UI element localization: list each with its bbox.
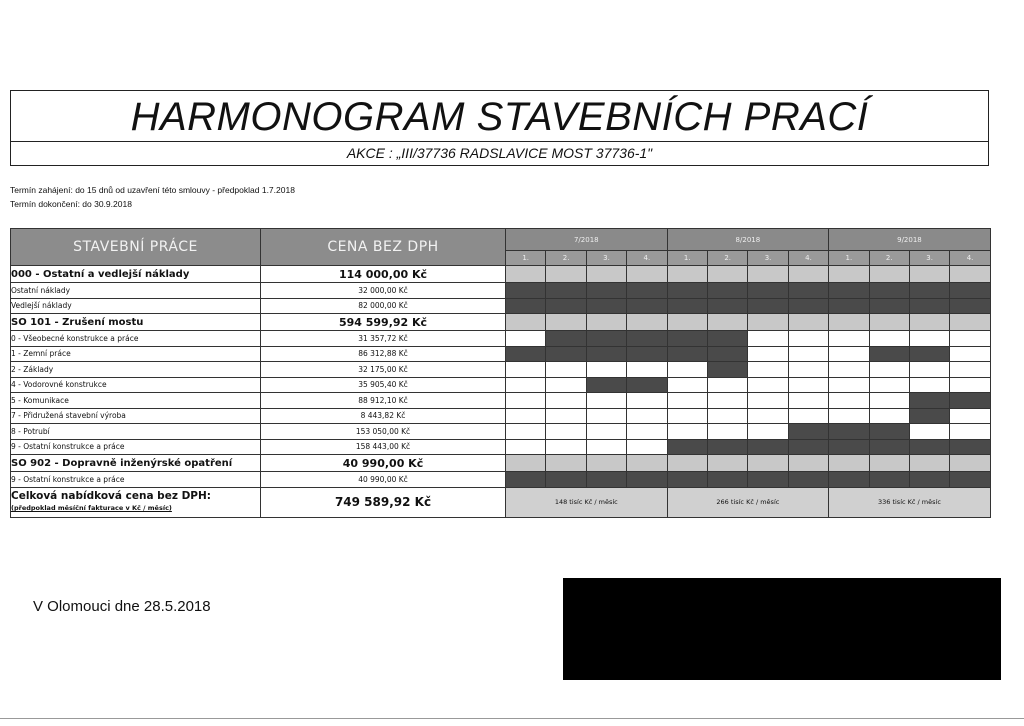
schedule-cell <box>788 346 828 362</box>
schedule-cell <box>869 393 909 409</box>
total-price: 749 589,92 Kč <box>261 487 506 517</box>
schedule-bar-cell <box>667 439 707 455</box>
term-end: Termín dokončení: do 30.9.2018 <box>10 199 132 209</box>
row-name: 5 - Komunikace <box>11 393 261 409</box>
week-header: 4. <box>627 251 667 266</box>
schedule-cell <box>829 346 869 362</box>
schedule-cell <box>707 393 747 409</box>
schedule-cell <box>506 362 546 378</box>
schedule-bar-cell <box>506 472 546 488</box>
schedule-bar-cell <box>506 346 546 362</box>
schedule-cell <box>748 331 788 347</box>
schedule-bar-cell <box>829 283 869 299</box>
row-name: 2 - Základy <box>11 362 261 378</box>
schedule-cell <box>707 377 747 393</box>
schedule-cell <box>707 455 747 472</box>
schedule-bar-cell <box>788 472 828 488</box>
schedule-bar-cell <box>586 346 626 362</box>
week-header: 4. <box>950 251 990 266</box>
schedule-bar-cell <box>950 283 990 299</box>
schedule-cell <box>627 439 667 455</box>
week-header: 3. <box>909 251 949 266</box>
schedule-cell <box>586 424 626 440</box>
schedule-cell <box>506 314 546 331</box>
row-name: SO 101 - Zrušení mostu <box>11 314 261 331</box>
schedule-bar-cell <box>627 283 667 299</box>
schedule-cell <box>707 424 747 440</box>
schedule-body <box>11 266 991 488</box>
schedule-table-wrap <box>10 228 990 536</box>
schedule-cell <box>707 408 747 424</box>
schedule-bar-cell <box>788 283 828 299</box>
schedule-bar-cell <box>586 472 626 488</box>
schedule-cell <box>950 331 990 347</box>
schedule-cell <box>707 266 747 283</box>
schedule-bar-cell <box>950 298 990 314</box>
schedule-bar-cell <box>546 472 586 488</box>
total-label: Celková nabídková cena bez DPH: <box>11 490 211 502</box>
task-row <box>11 439 991 455</box>
schedule-cell <box>506 266 546 283</box>
term-start: Termín zahájení: do 15 dnů od uzavření této smlouvy - předpoklad 1.7.2018 <box>10 185 295 195</box>
total-row <box>11 487 991 517</box>
schedule-cell <box>627 408 667 424</box>
schedule-bar-cell <box>667 472 707 488</box>
schedule-bar-cell <box>748 283 788 299</box>
week-header: 2. <box>546 251 586 266</box>
row-price: 158 443,00 Kč <box>261 439 506 455</box>
schedule-cell <box>748 424 788 440</box>
schedule-cell <box>829 377 869 393</box>
schedule-bar-cell <box>627 331 667 347</box>
schedule-cell <box>546 439 586 455</box>
schedule-cell <box>869 408 909 424</box>
task-row <box>11 331 991 347</box>
schedule-cell <box>546 455 586 472</box>
schedule-cell <box>627 424 667 440</box>
schedule-bar-cell <box>788 298 828 314</box>
schedule-cell <box>667 266 707 283</box>
schedule-bar-cell <box>627 377 667 393</box>
schedule-bar-cell <box>869 346 909 362</box>
schedule-cell <box>627 266 667 283</box>
schedule-cell <box>546 377 586 393</box>
schedule-bar-cell <box>869 439 909 455</box>
row-name: 9 - Ostatní konstrukce a práce <box>11 439 261 455</box>
schedule-bar-cell <box>586 377 626 393</box>
schedule-cell <box>586 408 626 424</box>
month-header: 8/2018 <box>667 229 829 251</box>
schedule-cell <box>788 408 828 424</box>
schedule-bar-cell <box>546 346 586 362</box>
schedule-bar-cell <box>667 283 707 299</box>
schedule-cell <box>748 377 788 393</box>
schedule-cell <box>829 408 869 424</box>
schedule-bar-cell <box>829 472 869 488</box>
schedule-cell <box>506 455 546 472</box>
schedule-bar-cell <box>909 408 949 424</box>
schedule-cell <box>950 314 990 331</box>
schedule-cell <box>829 455 869 472</box>
row-price: 32 000,00 Kč <box>261 283 506 299</box>
schedule-cell <box>667 314 707 331</box>
row-name: SO 902 - Dopravně inženýrské opatření <box>11 455 261 472</box>
schedule-cell <box>748 362 788 378</box>
schedule-bar-cell <box>829 424 869 440</box>
schedule-cell <box>748 408 788 424</box>
row-name: 9 - Ostatní konstrukce a práce <box>11 472 261 488</box>
task-row <box>11 472 991 488</box>
schedule-cell <box>909 377 949 393</box>
schedule-cell <box>909 314 949 331</box>
header-row-months <box>11 229 991 251</box>
schedule-cell <box>586 439 626 455</box>
title-box <box>10 90 989 166</box>
schedule-bar-cell <box>869 298 909 314</box>
schedule-cell <box>506 331 546 347</box>
week-header: 3. <box>586 251 626 266</box>
month-header: 7/2018 <box>506 229 668 251</box>
schedule-cell <box>667 424 707 440</box>
schedule-bar-cell <box>707 362 747 378</box>
row-price: 114 000,00 Kč <box>261 266 506 283</box>
schedule-cell <box>788 362 828 378</box>
schedule-bar-cell <box>546 298 586 314</box>
schedule-bar-cell <box>950 439 990 455</box>
schedule-cell <box>667 377 707 393</box>
schedule-cell <box>869 314 909 331</box>
schedule-cell <box>788 393 828 409</box>
page-edge-line <box>0 718 1024 719</box>
schedule-bar-cell <box>667 346 707 362</box>
header-price: CENA BEZ DPH <box>261 229 506 266</box>
schedule-cell <box>950 346 990 362</box>
schedule-bar-cell <box>506 298 546 314</box>
schedule-cell <box>869 455 909 472</box>
document-subtitle: AKCE : „III/37736 RADSLAVICE MOST 37736-1" <box>346 145 653 161</box>
schedule-cell <box>788 377 828 393</box>
schedule-cell <box>788 455 828 472</box>
schedule-cell <box>546 266 586 283</box>
task-row <box>11 298 991 314</box>
schedule-bar-cell <box>950 393 990 409</box>
schedule-cell <box>950 377 990 393</box>
month-header: 9/2018 <box>829 229 991 251</box>
schedule-cell <box>506 377 546 393</box>
schedule-bar-cell <box>586 298 626 314</box>
schedule-bar-cell <box>546 331 586 347</box>
schedule-cell <box>546 393 586 409</box>
row-name: 8 - Potrubí <box>11 424 261 440</box>
week-header: 1. <box>829 251 869 266</box>
schedule-cell <box>869 362 909 378</box>
task-row <box>11 393 991 409</box>
schedule-bar-cell <box>909 283 949 299</box>
schedule-bar-cell <box>748 298 788 314</box>
section-row <box>11 314 991 331</box>
row-name: 0 - Všeobecné konstrukce a práce <box>11 331 261 347</box>
schedule-bar-cell <box>909 439 949 455</box>
row-price: 594 599,92 Kč <box>261 314 506 331</box>
row-price: 40 990,00 Kč <box>261 472 506 488</box>
schedule-cell <box>506 393 546 409</box>
schedule-cell <box>748 314 788 331</box>
schedule-cell <box>748 393 788 409</box>
task-row <box>11 408 991 424</box>
schedule-cell <box>546 408 586 424</box>
schedule-cell <box>506 424 546 440</box>
schedule-bar-cell <box>707 472 747 488</box>
schedule-cell <box>869 331 909 347</box>
schedule-cell <box>950 362 990 378</box>
schedule-cell <box>748 266 788 283</box>
task-row <box>11 377 991 393</box>
schedule-bar-cell <box>667 331 707 347</box>
schedule-cell <box>829 393 869 409</box>
schedule-cell <box>506 439 546 455</box>
schedule-cell <box>667 362 707 378</box>
schedule-table <box>10 228 991 518</box>
schedule-cell <box>869 266 909 283</box>
row-price: 153 050,00 Kč <box>261 424 506 440</box>
schedule-bar-cell <box>707 298 747 314</box>
schedule-bar-cell <box>506 283 546 299</box>
schedule-bar-cell <box>829 439 869 455</box>
schedule-cell <box>667 455 707 472</box>
schedule-cell <box>829 362 869 378</box>
schedule-bar-cell <box>707 346 747 362</box>
schedule-cell <box>829 266 869 283</box>
section-row <box>11 455 991 472</box>
task-row <box>11 346 991 362</box>
row-name: Vedlejší náklady <box>11 298 261 314</box>
schedule-bar-cell <box>909 298 949 314</box>
schedule-cell <box>950 424 990 440</box>
schedule-bar-cell <box>707 439 747 455</box>
schedule-bar-cell <box>748 439 788 455</box>
task-row <box>11 362 991 378</box>
row-price: 40 990,00 Kč <box>261 455 506 472</box>
header-work: STAVEBNÍ PRÁCE <box>11 229 261 266</box>
schedule-cell <box>909 455 949 472</box>
schedule-bar-cell <box>627 298 667 314</box>
schedule-bar-cell <box>546 283 586 299</box>
row-price: 8 443,82 Kč <box>261 408 506 424</box>
schedule-cell <box>546 362 586 378</box>
schedule-cell <box>909 424 949 440</box>
schedule-cell <box>586 455 626 472</box>
schedule-cell <box>586 266 626 283</box>
schedule-bar-cell <box>707 283 747 299</box>
monthly-invoice: 148 tisíc Kč / měsíc <box>506 487 668 517</box>
schedule-cell <box>627 362 667 378</box>
week-header: 4. <box>788 251 828 266</box>
schedule-bar-cell <box>788 424 828 440</box>
week-header: 1. <box>667 251 707 266</box>
total-sublabel: (předpoklad měsíční fakturace v Kč / měsíc) <box>11 504 172 512</box>
task-row <box>11 283 991 299</box>
schedule-cell <box>909 266 949 283</box>
schedule-cell <box>667 408 707 424</box>
schedule-cell <box>627 455 667 472</box>
row-name: 000 - Ostatní a vedlejší náklady <box>11 266 261 283</box>
row-price: 86 312,88 Kč <box>261 346 506 362</box>
section-row <box>11 266 991 283</box>
schedule-cell <box>950 455 990 472</box>
row-price: 88 912,10 Kč <box>261 393 506 409</box>
schedule-bar-cell <box>748 472 788 488</box>
redacted-signature-block <box>563 578 1001 680</box>
schedule-bar-cell <box>788 439 828 455</box>
total-cell <box>11 487 261 517</box>
schedule-bar-cell <box>586 283 626 299</box>
schedule-bar-cell <box>909 472 949 488</box>
schedule-cell <box>788 266 828 283</box>
schedule-bar-cell <box>667 298 707 314</box>
schedule-cell <box>950 408 990 424</box>
row-price: 35 905,40 Kč <box>261 377 506 393</box>
schedule-bar-cell <box>869 283 909 299</box>
schedule-cell <box>748 346 788 362</box>
monthly-invoice: 336 tisíc Kč / měsíc <box>829 487 991 517</box>
schedule-cell <box>909 331 949 347</box>
schedule-cell <box>788 314 828 331</box>
week-header: 1. <box>506 251 546 266</box>
schedule-cell <box>546 424 586 440</box>
schedule-cell <box>627 393 667 409</box>
schedule-cell <box>829 314 869 331</box>
row-price: 82 000,00 Kč <box>261 298 506 314</box>
document-title: HARMONOGRAM STAVEBNÍCH PRACÍ <box>11 91 988 142</box>
schedule-cell <box>788 331 828 347</box>
schedule-bar-cell <box>909 393 949 409</box>
schedule-cell <box>627 314 667 331</box>
schedule-bar-cell <box>950 472 990 488</box>
schedule-bar-cell <box>707 331 747 347</box>
schedule-cell <box>586 393 626 409</box>
schedule-cell <box>909 362 949 378</box>
task-row <box>11 424 991 440</box>
schedule-bar-cell <box>586 331 626 347</box>
week-header: 3. <box>748 251 788 266</box>
row-name: 7 - Přidružená stavební výroba <box>11 408 261 424</box>
schedule-bar-cell <box>869 472 909 488</box>
schedule-cell <box>506 408 546 424</box>
schedule-cell <box>707 314 747 331</box>
schedule-bar-cell <box>627 472 667 488</box>
schedule-cell <box>748 455 788 472</box>
schedule-cell <box>586 362 626 378</box>
schedule-cell <box>667 393 707 409</box>
place-date: V Olomouci dne 28.5.2018 <box>33 598 211 615</box>
schedule-bar-cell <box>869 424 909 440</box>
week-header: 2. <box>869 251 909 266</box>
schedule-cell <box>869 377 909 393</box>
week-header: 2. <box>707 251 747 266</box>
row-name: Ostatní náklady <box>11 283 261 299</box>
row-price: 31 357,72 Kč <box>261 331 506 347</box>
schedule-bar-cell <box>829 298 869 314</box>
monthly-invoice: 266 tisíc Kč / měsíc <box>667 487 829 517</box>
row-price: 32 175,00 Kč <box>261 362 506 378</box>
row-name: 1 - Zemní práce <box>11 346 261 362</box>
schedule-cell <box>546 314 586 331</box>
schedule-cell <box>586 314 626 331</box>
schedule-cell <box>950 266 990 283</box>
schedule-cell <box>829 331 869 347</box>
schedule-bar-cell <box>627 346 667 362</box>
row-name: 4 - Vodorovné konstrukce <box>11 377 261 393</box>
schedule-bar-cell <box>909 346 949 362</box>
